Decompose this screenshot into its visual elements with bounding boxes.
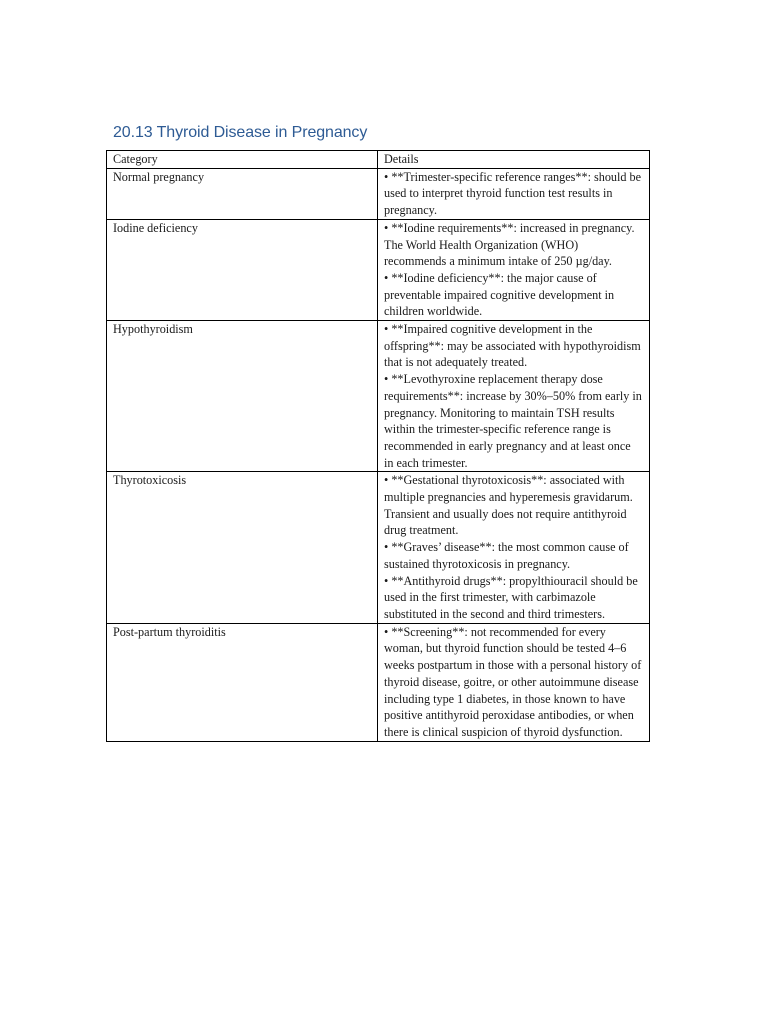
table-row (107, 321, 650, 472)
row-details (378, 219, 650, 320)
header-details: Details (378, 151, 650, 169)
detail-bullet: • **Screening**: not recommended for every woman, but thyroid function should be tested 4–6 weeks postpartum in those with a personal history of thyroid disease, goitre, or other autoimmune disease including type 1 diabetes, in those known to have positive antithyroid peroxidase antibodies, or when there is clinical suspicion of thyroid dysfunction. (384, 624, 642, 739)
row-category: Post-partum thyroiditis (107, 623, 378, 741)
detail-bullet: • **Gestational thyrotoxicosis**: associated with multiple pregnancies and hyperemesis gravidarum. Transient and usually does not require antithyroid drug treatment. (384, 473, 633, 538)
row-category: Thyrotoxicosis (107, 472, 378, 623)
row-category: Iodine deficiency (107, 219, 378, 320)
table-row (107, 168, 650, 219)
detail-bullet: • **Levothyroxine replacement therapy dose requirements**: increase by 30%–50% from early in pregnancy. Monitoring to maintain TSH results within the trimester-specific reference range is recommended in early pregnancy and at least once in each trimester. (384, 372, 642, 470)
detail-bullet: • **Graves’ disease**: the most common cause of sustained thyrotoxicosis in pregnancy. (384, 540, 629, 571)
detail-bullet: • **Trimester-specific reference ranges**: should be used to interpret thyroid function test results in pregnancy. (384, 169, 642, 218)
table-row (107, 472, 650, 623)
detail-bullet: • **Iodine deficiency**: the major cause of preventable impaired cognitive development in children worldwide. (384, 270, 615, 319)
row-details (378, 623, 650, 741)
row-details (378, 168, 650, 219)
detail-bullet: • **Iodine requirements**: increased in pregnancy. The World Health Organization (WHO) recommends a minimum intake of 250 µg/day. (384, 220, 635, 269)
header-category: Category (107, 151, 378, 169)
table-row (107, 219, 650, 320)
detail-bullet: • **Antithyroid drugs**: propylthiouracil should be used in the first trimester, with carbimazole substituted in the second and third trimesters. (384, 573, 638, 621)
thyroid-table (106, 150, 650, 742)
row-details (378, 472, 650, 623)
row-category: Normal pregnancy (107, 168, 378, 219)
detail-bullet: • **Impaired cognitive development in the offspring**: may be associated with hypothyroidism that is not adequately treated. (384, 322, 641, 370)
table-row (107, 623, 650, 741)
row-details (378, 321, 650, 472)
row-category: Hypothyroidism (107, 321, 378, 472)
table-header-row (107, 151, 650, 169)
section-heading: 20.13 Thyroid Disease in Pregnancy (113, 124, 368, 141)
